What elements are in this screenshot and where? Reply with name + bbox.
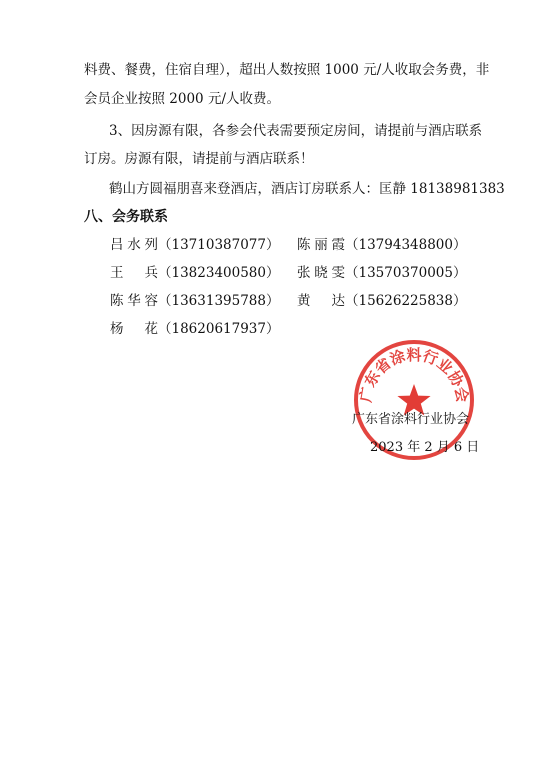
contact-item	[297, 264, 466, 282]
contact-phone: （13631395788）	[158, 293, 280, 309]
contact-name: 陈丽霞	[297, 237, 345, 253]
contact-name: 王兵	[110, 265, 158, 281]
body-paragraph-1-line-2: 会员企业按照 2000 元/人收费。	[84, 91, 280, 107]
signature-organization: 广东省涂料行业协会	[352, 412, 470, 427]
contact-name: 吕水列	[110, 237, 158, 253]
contact-phone: （13794348800）	[345, 237, 467, 253]
body-paragraph-2-line-1: 3、因房源有限，各参会代表需要预定房间，请提前与酒店联系	[109, 123, 483, 139]
seal-text: 广东省涂料行业协会	[356, 345, 472, 404]
contact-phone: （18620617937）	[158, 321, 280, 337]
contact-phone: （13570370005）	[345, 265, 467, 281]
contact-item	[297, 292, 466, 310]
contact-item	[110, 264, 279, 282]
contact-item	[110, 320, 279, 338]
body-paragraph-1-line-1: 料费、餐费，住宿自理），超出人数按照 1000 元/人收取会务费，非	[84, 62, 490, 78]
section-heading: 八、会务联系	[84, 209, 168, 225]
contact-phone: （13710387077）	[158, 237, 280, 253]
contact-phone: （13823400580）	[158, 265, 280, 281]
signature-date: 2023 年 2 月 6 日	[370, 440, 480, 455]
contact-name: 杨花	[110, 321, 158, 337]
contact-item	[110, 236, 279, 254]
body-paragraph-2-line-2: 订房。房源有限，请提前与酒店联系！	[84, 151, 314, 167]
contact-phone: （15626225838）	[345, 293, 467, 309]
contact-item	[110, 292, 279, 310]
contact-item	[297, 236, 466, 254]
contact-name: 黄达	[297, 293, 345, 309]
contact-name: 张晓雯	[297, 265, 345, 281]
contact-name: 陈华容	[110, 293, 158, 309]
hotel-contact-line: 鹤山方圆福朋喜来登酒店，酒店订房联系人：匡静 18138981383	[109, 181, 505, 197]
